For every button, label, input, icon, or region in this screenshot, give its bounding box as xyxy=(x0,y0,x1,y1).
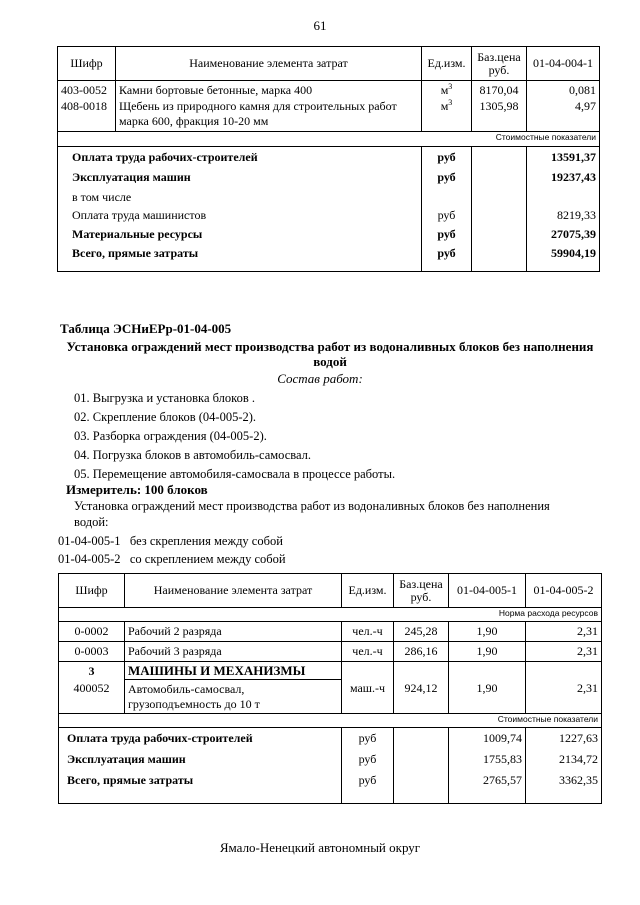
cost-value: 1009,74 xyxy=(483,731,522,745)
cell-rate: 1,90 xyxy=(449,642,526,662)
description-line: Установка ограждений мест производства работ из водоналивных блоков без наполнения xyxy=(74,499,550,513)
cost-unit: руб xyxy=(358,773,377,787)
cost-unit xyxy=(425,189,468,207)
cell-name: Щебень из природного камня для строительных работ марка 600, фракция 10-20 мм xyxy=(116,99,422,132)
cell-rate: 2,31 xyxy=(526,662,602,714)
cell-unit: $м^3$ xyxy=(422,99,472,132)
cell-price: 245,28 xyxy=(394,622,449,642)
composition-title: Состав работ: xyxy=(277,371,363,386)
variant-item xyxy=(58,532,286,550)
cost-name: Эксплуатация машин xyxy=(67,752,186,766)
cell-rate: 2,31 xyxy=(526,622,602,642)
section-heading xyxy=(40,339,620,369)
resource-table-1 xyxy=(57,46,600,272)
cost-value: 59904,19 xyxy=(551,246,596,260)
cost-value: 2765,57 xyxy=(483,773,522,787)
list-item: 01. Выгрузка и установка блоков . xyxy=(74,391,255,405)
cost-value: 8219,33 xyxy=(557,208,596,222)
cell-name: Рабочий 3 разряда xyxy=(125,642,342,662)
group-name: МАШИНЫ И МЕХАНИЗМЫ xyxy=(125,663,341,680)
cell-code: 403-0052 xyxy=(58,81,116,99)
table-row xyxy=(59,622,602,642)
col-header-rate-2: 01-04-005-2 xyxy=(526,574,602,608)
cost-names xyxy=(58,147,422,272)
variant-code: 01-04-005-1 xyxy=(58,534,121,548)
subheader-row xyxy=(58,132,600,147)
cost-name: Оплата труда рабочих-строителей xyxy=(72,150,258,164)
cost-unit: руб xyxy=(437,246,456,260)
description xyxy=(74,498,624,530)
col-header-rate-1: 01-04-004-1 xyxy=(527,47,600,81)
cost-name: в том числе xyxy=(72,190,132,204)
cost-name: Всего, прямые затраты xyxy=(67,773,194,787)
cost-name: Оплата труда рабочих-строителей xyxy=(67,731,253,745)
cost-indicators-label: Стоимостные показатели xyxy=(59,714,602,728)
cost-value: 1227,63 xyxy=(559,731,598,745)
col-header-rate-1: 01-04-005-1 xyxy=(449,574,526,608)
cost-unit: руб xyxy=(437,208,456,222)
cost-unit: руб xyxy=(437,170,456,184)
cost-values xyxy=(527,147,600,272)
variant-code: 01-04-005-2 xyxy=(58,552,121,566)
work-steps-list xyxy=(74,390,614,485)
variants-list xyxy=(58,532,286,568)
cell-unit: чел.-ч xyxy=(342,642,394,662)
cost-unit: руб xyxy=(437,150,456,164)
list-item: 02. Скрепление блоков (04-005-2). xyxy=(74,410,257,424)
col-header-code: Шифр xyxy=(59,574,125,608)
cell-unit: маш.-ч xyxy=(342,662,394,714)
table-header-row xyxy=(58,47,600,81)
resource-table-2 xyxy=(58,573,602,804)
cell-rate: 1,90 xyxy=(449,662,526,714)
meter-label: Измеритель: 100 блоков xyxy=(66,482,208,497)
cost-values-2 xyxy=(526,728,602,804)
cell-name: Камни бортовые бетонные, марка 400 xyxy=(116,81,422,99)
cell-rate: 0,081 xyxy=(527,81,600,99)
table-title: Таблица ЭСНиЕРр-01-04-005 xyxy=(60,321,232,336)
cost-name: Оплата труда машинистов xyxy=(72,208,207,222)
cost-block xyxy=(59,728,602,804)
col-header-code: Шифр xyxy=(58,47,116,81)
cost-value: 2134,72 xyxy=(559,752,598,766)
page-footer: Ямало-Ненецкий автономный округ xyxy=(219,840,421,855)
cost-indicators-label: Стоимостные показатели xyxy=(58,132,600,147)
list-item: 03. Разборка ограждения (04-005-2). xyxy=(74,429,267,443)
table-row xyxy=(58,99,600,132)
table-row xyxy=(58,81,600,99)
cost-value xyxy=(530,189,596,207)
cell-price: 8170,04 xyxy=(472,81,527,99)
cost-unit: руб xyxy=(358,752,377,766)
col-header-unit: Ед.изм. xyxy=(422,47,472,81)
cell-price: 1305,98 xyxy=(472,99,527,132)
cost-units xyxy=(342,728,394,804)
col-header-price: Баз.цена руб. xyxy=(394,574,449,608)
cost-value: 19237,43 xyxy=(551,170,596,184)
cell-code: 408-0018 xyxy=(58,99,116,132)
list-item: 05. Перемещение автомобиля-самосвала в процессе работы. xyxy=(74,467,396,481)
cell-unit: $м^3$ xyxy=(422,81,472,99)
cost-values-1 xyxy=(449,728,526,804)
variant-text: со скреплением между собой xyxy=(129,552,286,566)
cell-name: Рабочий 2 разряда xyxy=(125,622,342,642)
col-header-unit: Ед.изм. xyxy=(342,574,394,608)
cost-names xyxy=(59,728,342,804)
section-heading-line: Установка ограждений мест производства работ из водоналивных блоков без наполнения xyxy=(66,339,594,354)
cost-value: 13591,37 xyxy=(551,150,596,164)
cell-rate: 1,90 xyxy=(449,622,526,642)
subheader-row xyxy=(59,714,602,728)
variant-item xyxy=(58,550,286,568)
col-header-name: Наименование элемента затрат xyxy=(125,574,342,608)
cost-units xyxy=(422,147,472,272)
table-header-row xyxy=(59,574,602,608)
list-item: 04. Погрузка блоков в автомобиль-самосвал. xyxy=(74,448,312,462)
cell-name xyxy=(125,662,342,714)
cell-code: 0-0003 xyxy=(59,642,125,662)
cell-price: 286,16 xyxy=(394,642,449,662)
cost-name: Всего, прямые затраты xyxy=(72,246,199,260)
cell-price: 924,12 xyxy=(394,662,449,714)
resource-norm-label: Норма расхода ресурсов xyxy=(59,608,602,622)
cost-value: 3362,35 xyxy=(559,773,598,787)
cell-code: 0-0002 xyxy=(59,622,125,642)
cost-unit: руб xyxy=(358,731,377,745)
cost-price-empty xyxy=(394,728,449,804)
table-row xyxy=(59,642,602,662)
cost-value: 1755,83 xyxy=(483,752,522,766)
subheader-row xyxy=(59,608,602,622)
cell-rate: 2,31 xyxy=(526,642,602,662)
cell-unit: чел.-ч xyxy=(342,622,394,642)
col-header-name: Наименование элемента затрат xyxy=(116,47,422,81)
machine-code: 400052 xyxy=(73,681,110,695)
page-number: 61 xyxy=(313,18,327,33)
variant-text: без скрепления между собой xyxy=(129,534,283,548)
cost-name: Материальные ресурсы xyxy=(72,227,203,241)
table-row xyxy=(59,662,602,714)
description-line: водой: xyxy=(74,515,109,529)
cell-rate: 4,97 xyxy=(527,99,600,132)
cost-block xyxy=(58,147,600,272)
cost-value: 27075,39 xyxy=(551,227,596,241)
group-code: 3 xyxy=(88,664,95,678)
cost-name: Эксплуатация машин xyxy=(72,170,191,184)
machine-name: Автомобиль-самосвал, грузоподъемность до 10 т xyxy=(128,682,260,711)
section-heading-line: водой xyxy=(313,354,347,369)
col-header-price: Баз.цена руб. xyxy=(472,47,527,81)
cell-code xyxy=(59,662,125,714)
cost-price-empty xyxy=(472,147,527,272)
cost-unit: руб xyxy=(437,227,456,241)
